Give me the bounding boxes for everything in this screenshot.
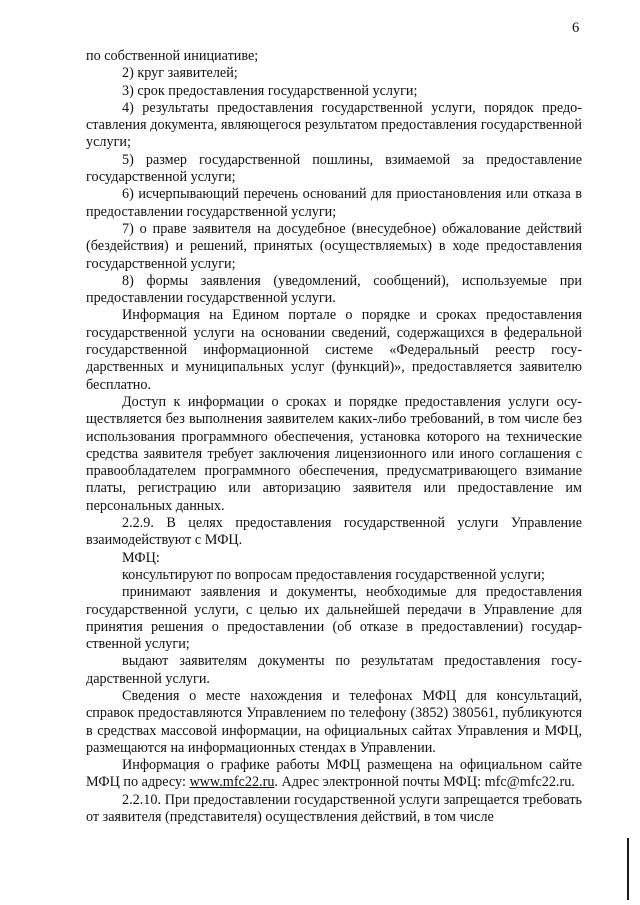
section-clause: 2.2.9. В целях предоставления государственной услуги Управление взаимодействуют с МФЦ. xyxy=(86,515,582,549)
paragraph: Сведения о месте нахождения и телефонах МФЦ для консультаций, справок предоставляются Управлением по телефону (3852) 380561, публикуются в средствах массовой информации, на официальных сайтах Управления и МФЦ, размещаются на информационных стендах в Управлении. xyxy=(86,687,582,756)
paragraph: МФЦ: xyxy=(122,549,160,566)
list-item: 4) результаты предоставления государственной услуги, порядок предоставления документа, являющегося результатом предоставления государственной услуги; xyxy=(86,99,582,151)
paragraph: выдают заявителям документы по результатам предоставления государственной услуги. xyxy=(86,653,582,687)
list-item: 6) исчерпывающий перечень оснований для приостановления или отказа в предоставлении государственной услуги; xyxy=(86,186,582,220)
paragraph: по собственной инициативе; xyxy=(86,48,259,64)
list-item: 3) срок предоставления государственной услуги; xyxy=(122,82,418,99)
paragraph: Доступ к информации о сроках и порядке предоставления услуги осуществляется без выполнения заявителем каких-либо требований, в том числе без использования программного обеспечения, установка которого на технические средства заявителя требует заключения лицензионного или иного соглашения с правообладателем программного обеспечения, предусматривающего взимание платы, регистрацию или авторизацию заявителя или предоставление им персональных данных. xyxy=(86,393,582,514)
list-item: 7) о праве заявителя на досудебное (внесудебное) обжалование действий (бездействия) и решений, принятых (осуществляемых) в ходе предоставления государственной услуги; xyxy=(86,220,582,272)
paragraph: Информация на Едином портале о порядке и сроках предоставления государственной услуги на основании сведений, содержащихся в федеральной государственной информационной системе «Федеральный реестр государственных и муниципальных услуг (функций)», предоставляется заявителю бесплатно. xyxy=(86,307,582,393)
list-item: 5) размер государственной пошлины, взимаемой за предоставление государственной услуги; xyxy=(86,151,582,186)
section-clause: 2.2.10. При предоставлении государственной услуги запрещается требовать от заявителя (представителя) осуществления действий, в том числе xyxy=(86,791,582,826)
paragraph-text: . Адрес электронной почты МФЦ: mfc@mfc22.ru. xyxy=(274,774,575,791)
mfc-website-link[interactable]: www.mfc22.ru xyxy=(189,774,275,791)
list-item: 8) формы заявления (уведомлений, сообщений), используемые при предоставлении государственной услуги. xyxy=(86,272,582,307)
paragraph: консультируют по вопросам предоставления государственной услуги; xyxy=(122,566,545,583)
page-number: 6 xyxy=(572,20,580,36)
document-body xyxy=(86,48,582,826)
paragraph: принимают заявления и документы, необходимые для предоставления государственной услуги, с целью их дальнейшей передачи в Управление для принятия решения о предоставлении (об отказе в предоставлении) государственной услуги; xyxy=(86,584,582,653)
mfc-schedule-paragraph xyxy=(86,757,582,792)
paragraph-text: Информация о графике работы МФЦ размещена на официальном сайте МФЦ по адресу: xyxy=(86,757,582,791)
list-item: 2) круг заявителей; xyxy=(122,65,238,82)
scan-edge-mark xyxy=(627,838,629,900)
